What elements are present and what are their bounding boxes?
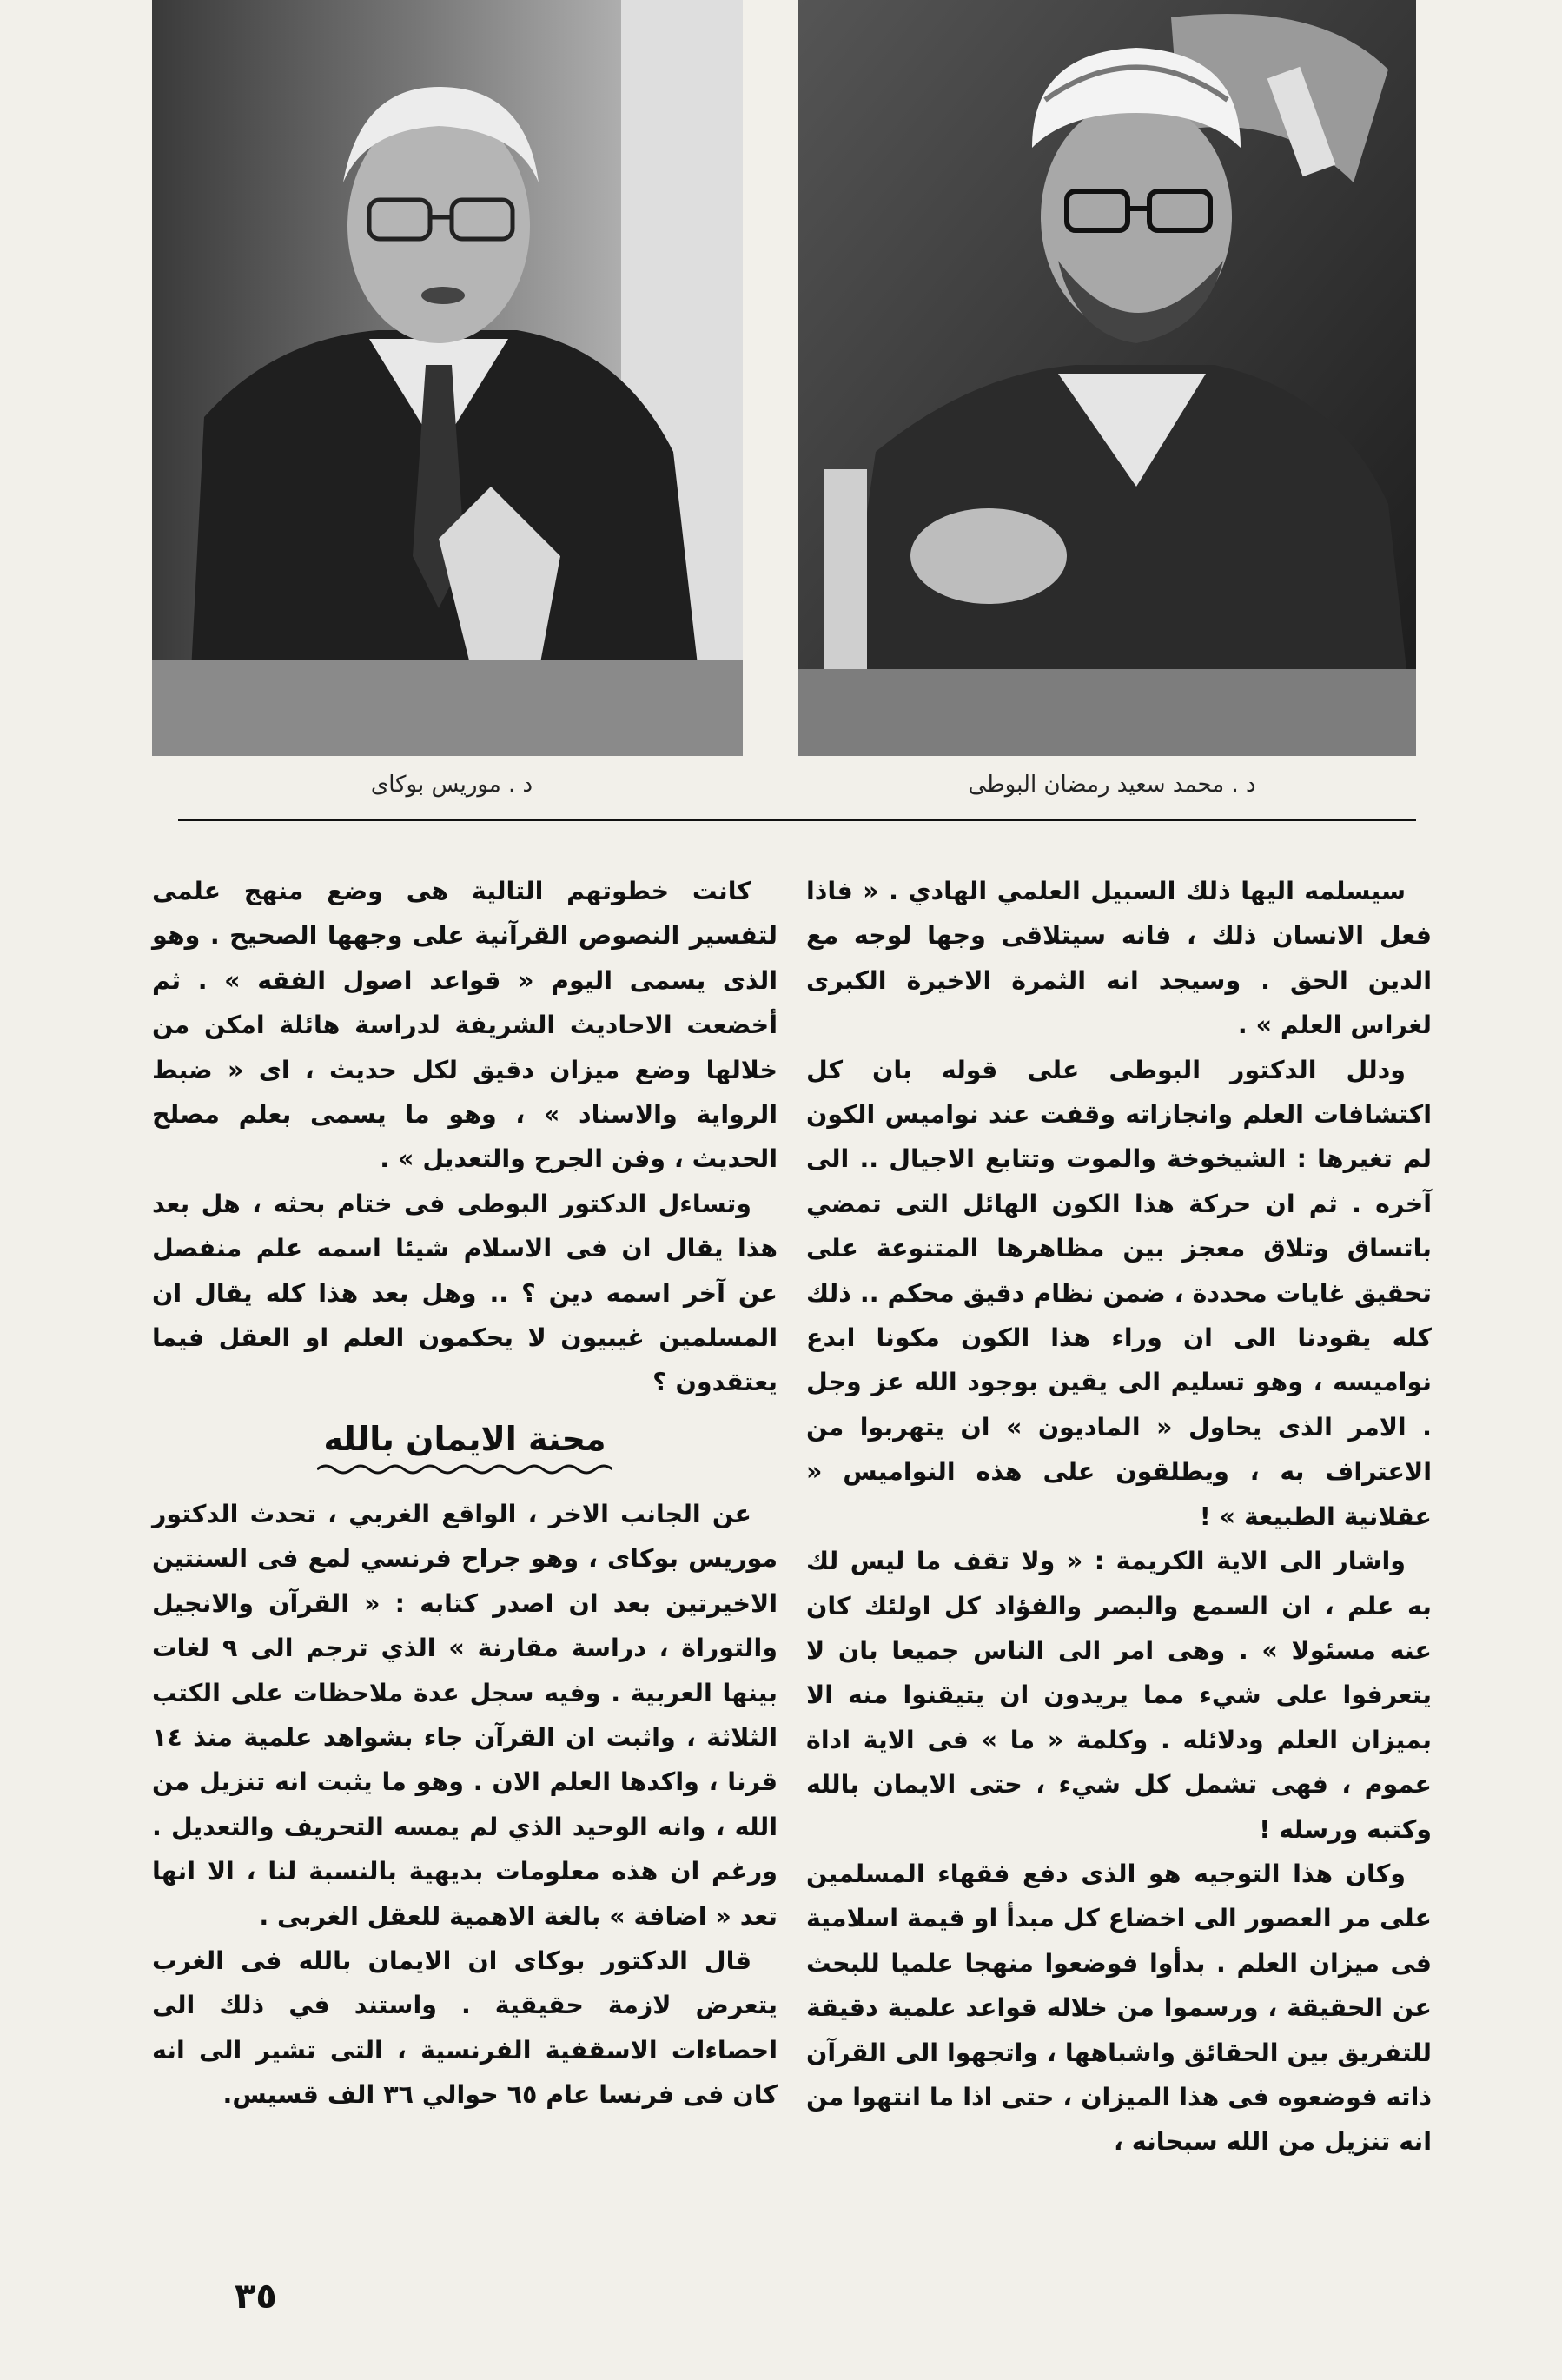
paragraph: كانت خطوتهم التالية هى وضع منهج علمى لتفسير النصوص القرآنية على وجهها الصحيح . وهو الذى يسمى اليوم « قواعد اصول الفقه » . ثم أخضعت الاحاديث الشريفة لدراسة هائلة امكن من خلالها وضع ميزان دقيق لكل حديث ، اى « ضبط الرواية والاسناد » ، وهو ما يسمى بعلم مصلح الحديث ، وفن الجرح والتعديل » .	[152, 877, 778, 1174]
photo-mohamed-said-ramadan-al-bouti	[798, 0, 1416, 756]
paragraph: سيسلمه اليها ذلك السبيل العلمي الهادي . « فاذا فعل الانسان ذلك ، فانه سيتلاقى وجها لوجه مع الدين الحق . وسيجد انه الثمرة الاخيرة الكبرى لغراس العلم » .	[806, 877, 1432, 1040]
paragraph: وتساءل الدكتور البوطى فى ختام بحثه ، هل بعد هذا يقال ان فى الاسلام شيئا اسمه علم منفصل عن آخر اسمه دين ؟ .. وهل بعد هذا كله يقال ان المسلمين غيبيون لا يحكمون العلم او العقل فيما يعتقدون ؟	[152, 1189, 778, 1397]
paragraph: عن الجانب الاخر ، الواقع الغربي ، تحدث الدكتور موريس بوكاى ، وهو جراح فرنسي لمع فى السنتين الاخيرتين بعد ان اصدر كتابه : « القرآن والانجيل والتوراة ، دراسة مقارنة » الذي ترجم الى ٩ لغات بينها العربية . وفيه سجل عدة ملاحظات على الكتب الثلاثة ، واثبت ان القرآن جاء بشواهد علمية منذ ١٤ قرنا ، واكدها العلم الان . وهو ما يثبت انه تنزيل من الله ، وانه الوحيد الذي لم يمسه التحريف والتعديل . ورغم ان هذه معلومات بديهية بالنسبة لنا ، الا انها تعد « اضافة » بالغة الاهمية للعقل الغربى .	[152, 1499, 778, 1931]
article-column-left	[152, 869, 778, 2118]
page-number: ٣٥	[235, 2277, 277, 2317]
paragraph: وكان هذا التوجيه هو الذى دفع فقهاء المسلمين على مر العصور الى اخضاع كل مبدأ او قيمة اسلامية فى ميزان العلم . بدأوا فوضعوا منهجا علميا للبحث عن الحقيقة ، ورسموا من خلاله قواعد علمية دقيقة للتفريق بين الحقائق واشباهها ، واتجهوا الى القرآن ذاته فوضعوه فى هذا الميزان ، حتى اذا ما انتهوا من انه تنزيل من الله سبحانه ،	[806, 1859, 1432, 2157]
section-heading: محنة الايمان بالله	[323, 1419, 606, 1458]
caption-left: د . موريس بوكاى	[370, 772, 533, 798]
caption-right: د . محمد سعيد رمضان البوطى	[968, 772, 1256, 798]
paragraph: قال الدكتور بوكاى ان الايمان بالله فى الغرب يتعرض لازمة حقيقية . واستند في ذلك الى احصاءات الاسقفية الفرنسية ، التى تشير الى انه كان فى فرنسا عام ٦٥ حوالي ٣٦ الف قسيس.	[152, 1946, 778, 2110]
section-divider	[178, 819, 1416, 821]
article-column-right	[806, 869, 1432, 2165]
paragraph: ودلل الدكتور البوطى على قوله بان كل اكتشافات العلم وانجازاته وقفت عند نواميس الكون لم تغيرها : الشيخوخة والموت وتتابع الاجيال .. الى آخره . ثم ان حركة هذا الكون الهائل التى تمضي باتساق وتلاق معجز بين مظاهرها المتنوعة على تحقيق غايات محددة ، ضمن نظام دقيق محكم .. ذلك كله يقودنا الى ان وراء هذا الكون مكونا ابدع نواميسه ، وهو تسليم الى يقين بوجود الله عز وجل . الامر الذى يحاول « الماديون » ان يتهربوا من الاعتراف به ، ويطلقون على هذه النواميس « عقلانية الطبيعة » !	[806, 1055, 1432, 1531]
paragraph: واشار الى الاية الكريمة : « ولا تقف ما ليس لك به علم ، ان السمع والبصر والفؤاد كل اولئك كان عنه مسئولا » . وهى امر الى الناس جميعا بان لا يتعرفوا على شيء مما يريدون ان يتيقنوا منه الا بميزان العلم ودلائله . وكلمة « ما » فى الاية اداة عموم ، فهى تشمل كل شيء ، حتى الايمان بالله وكتبه ورسله !	[806, 1547, 1432, 1844]
photo-maurice-bucaille	[152, 0, 743, 756]
